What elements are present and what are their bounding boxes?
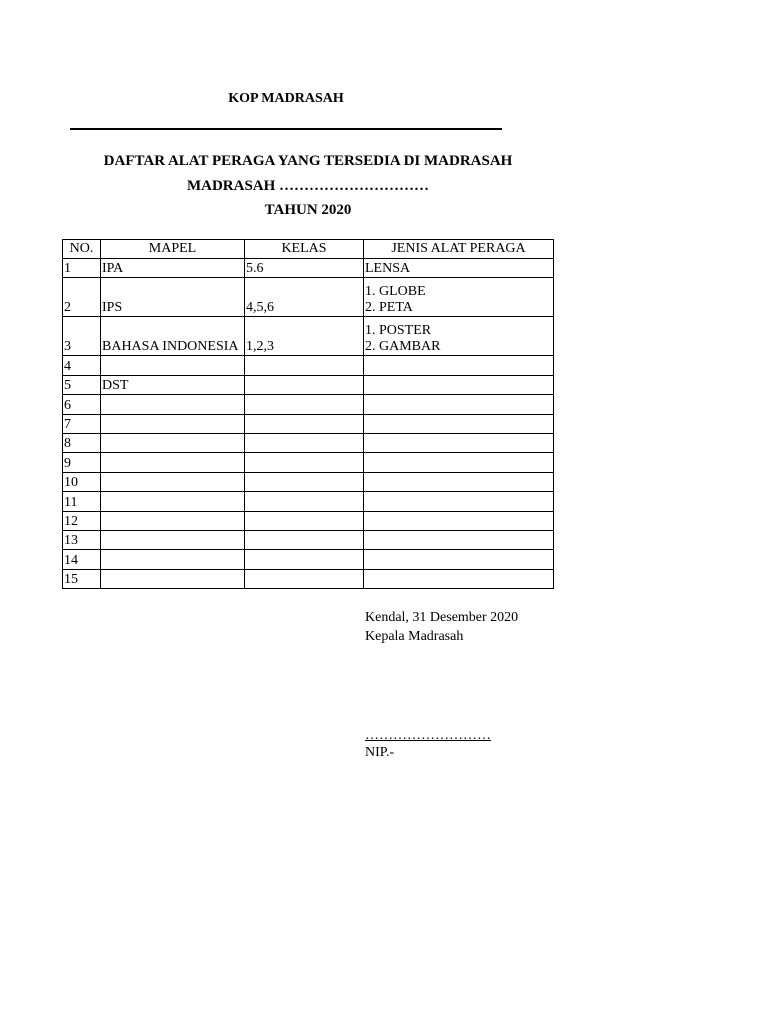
cell-jenis-item: 2. PETA bbox=[365, 300, 413, 316]
cell-kelas bbox=[245, 356, 364, 375]
cell-jenis-item: 1. GLOBE bbox=[365, 284, 426, 300]
cell-kelas bbox=[245, 433, 364, 452]
cell-jenis bbox=[364, 356, 554, 375]
cell-mapel bbox=[101, 569, 245, 588]
column-header-jenis: JENIS ALAT PERAGA bbox=[364, 240, 554, 259]
cell-mapel bbox=[101, 453, 245, 472]
cell-jenis bbox=[364, 453, 554, 472]
letterhead-title: KOP MADRASAH bbox=[228, 91, 344, 106]
table-body bbox=[63, 259, 554, 589]
cell-jenis bbox=[364, 433, 554, 452]
cell-jenis bbox=[364, 414, 554, 433]
cell-no: 10 bbox=[63, 472, 101, 491]
cell-jenis bbox=[364, 395, 554, 414]
table-header-row bbox=[63, 240, 554, 259]
cell-kelas: 4,5,6 bbox=[245, 278, 364, 317]
table-row bbox=[63, 472, 554, 491]
table-row bbox=[63, 395, 554, 414]
cell-kelas bbox=[245, 472, 364, 491]
cell-mapel bbox=[101, 530, 245, 549]
table-row bbox=[63, 530, 554, 549]
table-row bbox=[63, 278, 554, 317]
cell-jenis bbox=[364, 375, 554, 394]
signature-nip: NIP.- bbox=[365, 745, 395, 760]
table-row bbox=[63, 375, 554, 394]
title-line-1: DAFTAR ALAT PERAGA YANG TERSEDIA DI MADRASAH bbox=[103, 153, 513, 169]
cell-no: 7 bbox=[63, 414, 101, 433]
signature-role: Kepala Madrasah bbox=[365, 629, 464, 644]
signature-block bbox=[365, 608, 518, 646]
cell-kelas bbox=[245, 492, 364, 511]
cell-jenis bbox=[364, 317, 554, 356]
cell-jenis bbox=[364, 492, 554, 511]
cell-mapel bbox=[101, 414, 245, 433]
cell-kelas bbox=[245, 414, 364, 433]
column-header-kelas: KELAS bbox=[245, 240, 364, 259]
cell-no: 13 bbox=[63, 530, 101, 549]
table-row bbox=[63, 433, 554, 452]
column-header-no: NO. bbox=[63, 240, 101, 259]
cell-kelas bbox=[245, 375, 364, 394]
cell-jenis bbox=[364, 530, 554, 549]
cell-jenis-item: 1. POSTER bbox=[365, 323, 432, 339]
column-header-mapel: MAPEL bbox=[101, 240, 245, 259]
table-row bbox=[63, 259, 554, 278]
table-row bbox=[63, 356, 554, 375]
title-line-2: MADRASAH ………………………… bbox=[186, 177, 430, 194]
cell-no: 9 bbox=[63, 453, 101, 472]
cell-jenis bbox=[364, 550, 554, 569]
cell-kelas bbox=[245, 530, 364, 549]
cell-kelas: 5.6 bbox=[245, 259, 364, 278]
cell-mapel: IPS bbox=[101, 278, 245, 317]
cell-jenis-item: LENSA bbox=[365, 261, 411, 277]
cell-no: 15 bbox=[63, 569, 101, 588]
cell-kelas bbox=[245, 453, 364, 472]
table-row bbox=[63, 317, 554, 356]
cell-jenis bbox=[364, 278, 554, 317]
cell-mapel bbox=[101, 395, 245, 414]
cell-kelas bbox=[245, 395, 364, 414]
cell-mapel bbox=[101, 356, 245, 375]
cell-jenis bbox=[364, 569, 554, 588]
table-row bbox=[63, 550, 554, 569]
teaching-aids-table bbox=[62, 239, 554, 589]
cell-no: 4 bbox=[63, 356, 101, 375]
cell-mapel bbox=[101, 511, 245, 530]
cell-jenis-item: 2. GAMBAR bbox=[365, 339, 441, 355]
cell-jenis bbox=[364, 472, 554, 491]
cell-no: 2 bbox=[63, 278, 101, 317]
cell-kelas: 1,2,3 bbox=[245, 317, 364, 356]
cell-mapel bbox=[101, 550, 245, 569]
cell-jenis bbox=[364, 259, 554, 278]
table-row bbox=[63, 569, 554, 588]
cell-jenis bbox=[364, 511, 554, 530]
cell-mapel: DST bbox=[101, 375, 245, 394]
signature-name-blank: ……………………… bbox=[365, 728, 491, 743]
cell-no: 6 bbox=[63, 395, 101, 414]
cell-no: 12 bbox=[63, 511, 101, 530]
cell-no: 5 bbox=[63, 375, 101, 394]
cell-kelas bbox=[245, 511, 364, 530]
cell-mapel bbox=[101, 492, 245, 511]
cell-no: 8 bbox=[63, 433, 101, 452]
table-row bbox=[63, 414, 554, 433]
document-title bbox=[62, 150, 554, 224]
table-row bbox=[63, 511, 554, 530]
cell-no: 1 bbox=[63, 259, 101, 278]
cell-kelas bbox=[245, 550, 364, 569]
cell-mapel: IPA bbox=[101, 259, 245, 278]
cell-no: 14 bbox=[63, 550, 101, 569]
cell-mapel bbox=[101, 433, 245, 452]
cell-no: 3 bbox=[63, 317, 101, 356]
cell-kelas bbox=[245, 569, 364, 588]
cell-no: 11 bbox=[63, 492, 101, 511]
letterhead-divider bbox=[70, 128, 502, 130]
table-row bbox=[63, 453, 554, 472]
cell-mapel bbox=[101, 472, 245, 491]
signature-place-date: Kendal, 31 Desember 2020 bbox=[365, 610, 519, 625]
table-row bbox=[63, 492, 554, 511]
cell-mapel: BAHASA INDONESIA bbox=[101, 317, 245, 356]
title-line-3: TAHUN 2020 bbox=[264, 202, 352, 218]
